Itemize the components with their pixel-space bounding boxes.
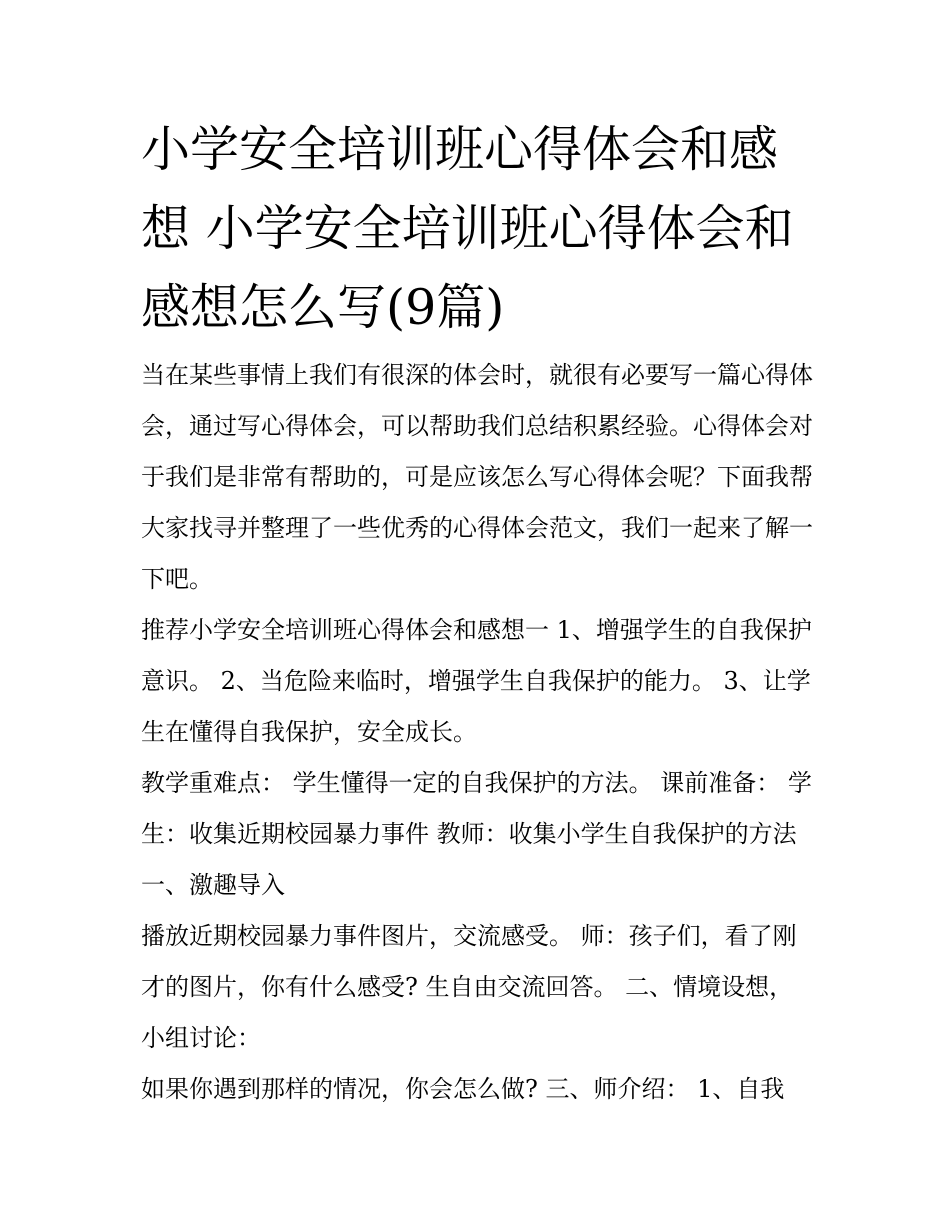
paragraph-intro: 当在某些事情上我们有很深的体会时，就很有必要写一篇心得体会，通过写心得体会，可以帮助我们总结积累经验。心得体会对于我们是非常有帮助的，可是应该怎么写心得体会呢？下面我帮大家找寻并整理了一些优秀的心得体会范文，我们一起来了解一下吧。 xyxy=(141,361,813,593)
title-wrapper xyxy=(141,110,813,347)
paragraph-key-points: 教学重难点： 学生懂得一定的自我保护的方法。 课前准备： 学生：收集近期校园暴力事件 教师：收集小学生自我保护的方法 一、激趣导入 xyxy=(141,769,812,899)
document-content xyxy=(141,110,813,1115)
paragraph-activity: 播放近期校园暴力事件图片，交流感受。 师：孩子们，看了刚才的图片，你有什么感受? 生自由交流回答。 二、情境设想，小组讨论： xyxy=(141,922,797,1052)
paragraph-discussion: 如果你遇到那样的情况，你会怎么做? 三、师介绍： 1、自我 xyxy=(141,1075,785,1103)
document-title: 小学安全培训班心得体会和感想 小学安全培训班心得体会和感想怎么写(9篇) xyxy=(141,121,794,336)
paragraph-objectives: 推荐小学安全培训班心得体会和感想一 1、增强学生的自我保护意识。 2、当危险来临时，增强学生自我保护的能力。 3、让学生在懂得自我保护，安全成长。 xyxy=(141,616,812,746)
